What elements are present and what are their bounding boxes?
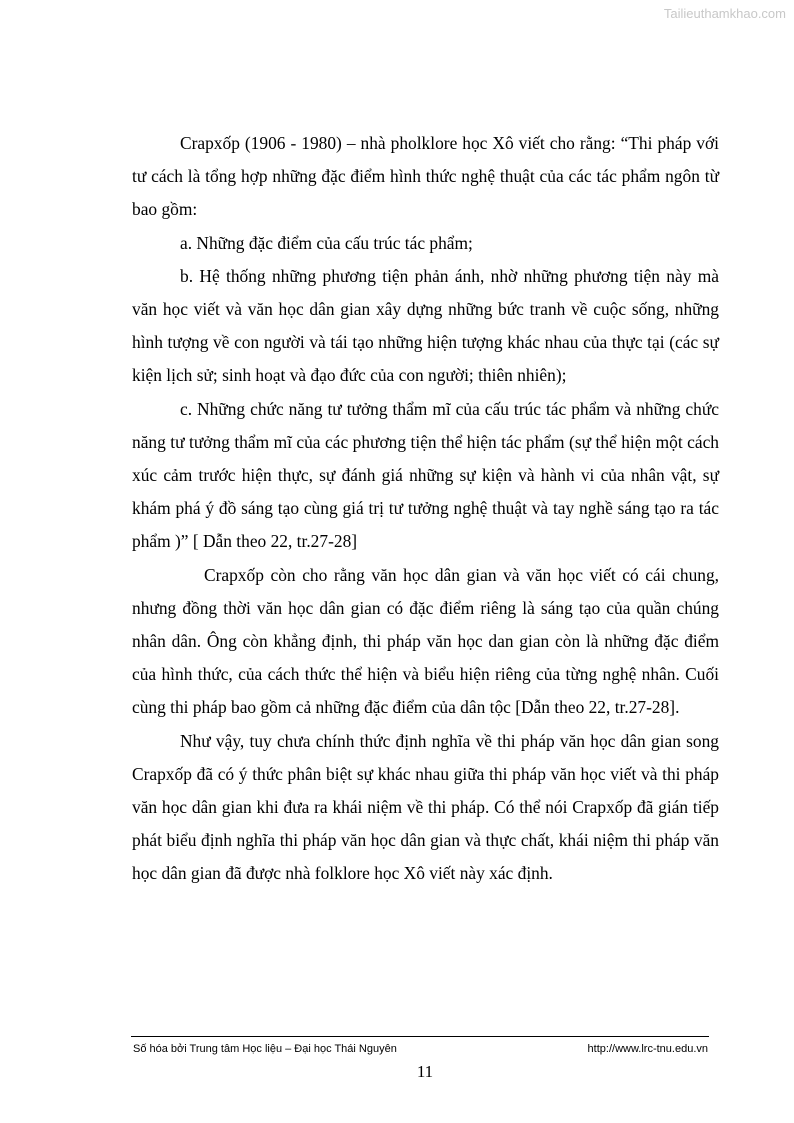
paragraph-crapxop-view: Crapxốp còn cho rằng văn học dân gian và văn học viết có cái chung, nhưng đồng thời văn học dân gian có đặc điểm riêng là sáng tạo của quần chúng nhân dân. Ông còn khẳng định, thi pháp văn học dan gian còn là những đặc điểm của hình thức, của cách thức thể hiện và biểu hiện riêng của từng nghệ nhân. Cuối cùng thi pháp bao gồm cả những đặc điểm của dân tộc [Dẫn theo 22, tr.27-28].	[132, 564, 719, 718]
paragraph-quote-intro: Crapxốp (1906 - 1980) – nhà pholklore học Xô viết cho rằng: “Thi pháp với tư cách là tổng hợp những đặc điểm hình thức nghệ thuật của các tác phẩm ngôn từ bao gồm:	[132, 133, 719, 220]
document-body	[132, 127, 719, 891]
list-item-b: b. Hệ thống những phương tiện phản ánh, nhờ những phương tiện này mà văn học viết và văn học dân gian xây dựng những bức tranh về cuộc sống, những hình tượng về con người và tái tạo những hiện tượng khác nhau của thực tại (các sự kiện lịch sử; sinh hoạt và đạo đức của con người; thiên nhiên);	[132, 265, 719, 386]
page-number: 11	[416, 1062, 434, 1081]
watermark-text: Tailieuthamkhao.com	[663, 6, 786, 21]
paragraph-conclusion: Như vậy, tuy chưa chính thức định nghĩa về thi pháp văn học dân gian song Crapxốp đã có ý thức phân biệt sự khác nhau giữa thi pháp văn học viết và thi pháp văn học dân gian khi đưa ra khái niệm về thi pháp. Có thể nói Crapxốp đã gián tiếp phát biểu định nghĩa thi pháp văn học dân gian và thực chất, khái niệm thi pháp văn học dân gian đã được nhà folklore học Xô viết này xác định.	[132, 730, 719, 884]
list-item-a: a. Những đặc điểm của cấu trúc tác phẩm;	[180, 232, 473, 253]
footer-source: Số hóa bởi Trung tâm Học liệu – Đại học Thái Nguyên	[133, 1043, 397, 1055]
footer-url: http://www.lrc-tnu.edu.vn	[587, 1043, 708, 1055]
list-item-c: c. Những chức năng tư tưởng thẩm mĩ của cấu trúc tác phẩm và những chức năng tư tưởng thẩm mĩ của các phương tiện thể hiện tác phẩm (sự thể hiện một cách xúc cảm trước hiện thực, sự đánh giá những sự kiện và hành vi của nhân vật, sự khám phá ý đồ sáng tạo cùng giá trị tư tưởng nghệ thuật và tay nghề sáng tạo ra tác phẩm )” [ Dẫn theo 22, tr.27-28]	[132, 398, 719, 552]
footer-divider	[131, 1036, 709, 1037]
